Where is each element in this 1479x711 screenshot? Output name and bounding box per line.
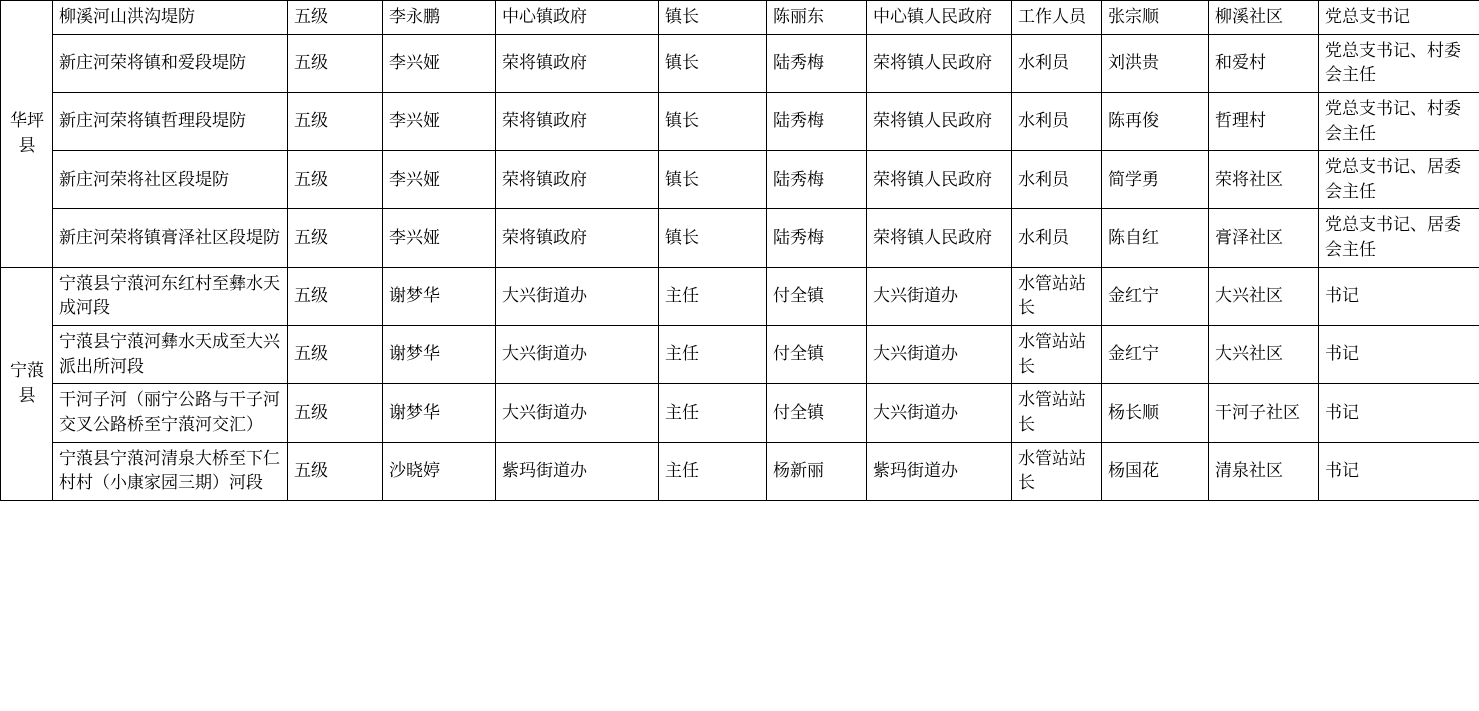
county-cell: 宁蒗县: [1, 267, 53, 500]
cell-vpost: 书记: [1319, 267, 1479, 325]
cell-unit: 荣将镇政府: [496, 209, 659, 267]
cell-name: 新庄河荣将社区段堤防: [53, 151, 288, 209]
cell-village: 荣将社区: [1209, 151, 1319, 209]
cell-mpost: 水利员: [1012, 92, 1102, 150]
cell-munit: 中心镇人民政府: [867, 1, 1012, 35]
cell-post: 主任: [659, 267, 767, 325]
table-row: [1, 326, 1479, 384]
table-row: [1, 1, 1479, 35]
cell-person: 陈再俊: [1102, 92, 1209, 150]
cell-village: 膏泽社区: [1209, 209, 1319, 267]
cell-person: 金红宁: [1102, 267, 1209, 325]
cell-name: 柳溪河山洪沟堤防: [53, 1, 288, 35]
table-body: [1, 1, 1479, 501]
cell-mpost: 工作人员: [1012, 1, 1102, 35]
cell-post: 主任: [659, 442, 767, 500]
cell-member: 陈丽东: [767, 1, 867, 35]
cell-munit: 大兴街道办: [867, 384, 1012, 442]
cell-name: 宁蒗县宁蒗河东红村至彝水天成河段: [53, 267, 288, 325]
cell-vpost: 党总支书记: [1319, 1, 1479, 35]
cell-village: 大兴社区: [1209, 326, 1319, 384]
cell-post: 镇长: [659, 151, 767, 209]
table-row: [1, 92, 1479, 150]
cell-level: 五级: [288, 267, 383, 325]
table-row: [1, 151, 1479, 209]
cell-mpost: 水管站站长: [1012, 384, 1102, 442]
cell-vpost: 党总支书记、村委会主任: [1319, 34, 1479, 92]
table-row: [1, 209, 1479, 267]
cell-mpost: 水利员: [1012, 151, 1102, 209]
cell-post: 镇长: [659, 209, 767, 267]
cell-munit: 荣将镇人民政府: [867, 209, 1012, 267]
cell-munit: 荣将镇人民政府: [867, 34, 1012, 92]
cell-mpost: 水管站站长: [1012, 267, 1102, 325]
cell-name: 新庄河荣将镇和爱段堤防: [53, 34, 288, 92]
cell-person: 简学勇: [1102, 151, 1209, 209]
cell-munit: 荣将镇人民政府: [867, 92, 1012, 150]
cell-village: 干河子社区: [1209, 384, 1319, 442]
cell-name: 宁蒗县宁蒗河彝水天成至大兴派出所河段: [53, 326, 288, 384]
cell-mpost: 水利员: [1012, 34, 1102, 92]
table-row: [1, 384, 1479, 442]
cell-unit: 紫玛街道办: [496, 442, 659, 500]
cell-vpost: 书记: [1319, 442, 1479, 500]
cell-leader: 李永鹏: [383, 1, 496, 35]
cell-person: 张宗顺: [1102, 1, 1209, 35]
cell-member: 付全镇: [767, 267, 867, 325]
cell-munit: 大兴街道办: [867, 326, 1012, 384]
cell-person: 杨国花: [1102, 442, 1209, 500]
cell-village: 大兴社区: [1209, 267, 1319, 325]
cell-leader: 谢梦华: [383, 267, 496, 325]
cell-level: 五级: [288, 1, 383, 35]
cell-munit: 大兴街道办: [867, 267, 1012, 325]
cell-person: 陈自红: [1102, 209, 1209, 267]
cell-unit: 荣将镇政府: [496, 34, 659, 92]
table-row: [1, 442, 1479, 500]
cell-mpost: 水管站站长: [1012, 442, 1102, 500]
cell-unit: 大兴街道办: [496, 384, 659, 442]
cell-level: 五级: [288, 442, 383, 500]
cell-leader: 李兴娅: [383, 92, 496, 150]
cell-level: 五级: [288, 326, 383, 384]
cell-person: 刘洪贵: [1102, 34, 1209, 92]
county-cell: 华坪县: [1, 1, 53, 268]
cell-unit: 大兴街道办: [496, 326, 659, 384]
cell-post: 主任: [659, 326, 767, 384]
cell-level: 五级: [288, 34, 383, 92]
table-row: [1, 34, 1479, 92]
cell-leader: 李兴娅: [383, 151, 496, 209]
cell-vpost: 书记: [1319, 326, 1479, 384]
cell-vpost: 党总支书记、居委会主任: [1319, 209, 1479, 267]
cell-member: 陆秀梅: [767, 209, 867, 267]
cell-unit: 荣将镇政府: [496, 151, 659, 209]
cell-member: 陆秀梅: [767, 34, 867, 92]
cell-leader: 李兴娅: [383, 34, 496, 92]
cell-vpost: 党总支书记、村委会主任: [1319, 92, 1479, 150]
cell-name: 干河子河（丽宁公路与干子河交叉公路桥至宁蒗河交汇）: [53, 384, 288, 442]
cell-mpost: 水管站站长: [1012, 326, 1102, 384]
cell-post: 主任: [659, 384, 767, 442]
cell-level: 五级: [288, 92, 383, 150]
cell-unit: 中心镇政府: [496, 1, 659, 35]
cell-member: 付全镇: [767, 326, 867, 384]
cell-leader: 李兴娅: [383, 209, 496, 267]
cell-village: 哲理村: [1209, 92, 1319, 150]
cell-name: 新庄河荣将镇膏泽社区段堤防: [53, 209, 288, 267]
cell-member: 杨新丽: [767, 442, 867, 500]
cell-person: 金红宁: [1102, 326, 1209, 384]
table-row: [1, 267, 1479, 325]
cell-name: 新庄河荣将镇哲理段堤防: [53, 92, 288, 150]
cell-level: 五级: [288, 151, 383, 209]
cell-leader: 沙晓婷: [383, 442, 496, 500]
cell-unit: 荣将镇政府: [496, 92, 659, 150]
cell-vpost: 党总支书记、居委会主任: [1319, 151, 1479, 209]
cell-post: 镇长: [659, 1, 767, 35]
cell-munit: 紫玛街道办: [867, 442, 1012, 500]
cell-person: 杨长顺: [1102, 384, 1209, 442]
cell-level: 五级: [288, 209, 383, 267]
cell-leader: 谢梦华: [383, 326, 496, 384]
cell-mpost: 水利员: [1012, 209, 1102, 267]
cell-vpost: 书记: [1319, 384, 1479, 442]
cell-name: 宁蒗县宁蒗河清泉大桥至下仁村村（小康家园三期）河段: [53, 442, 288, 500]
cell-unit: 大兴街道办: [496, 267, 659, 325]
cell-munit: 荣将镇人民政府: [867, 151, 1012, 209]
cell-village: 清泉社区: [1209, 442, 1319, 500]
cell-member: 付全镇: [767, 384, 867, 442]
cell-village: 和爱村: [1209, 34, 1319, 92]
cell-member: 陆秀梅: [767, 151, 867, 209]
cell-post: 镇长: [659, 92, 767, 150]
cell-village: 柳溪社区: [1209, 1, 1319, 35]
cell-level: 五级: [288, 384, 383, 442]
cell-leader: 谢梦华: [383, 384, 496, 442]
cell-post: 镇长: [659, 34, 767, 92]
cell-member: 陆秀梅: [767, 92, 867, 150]
